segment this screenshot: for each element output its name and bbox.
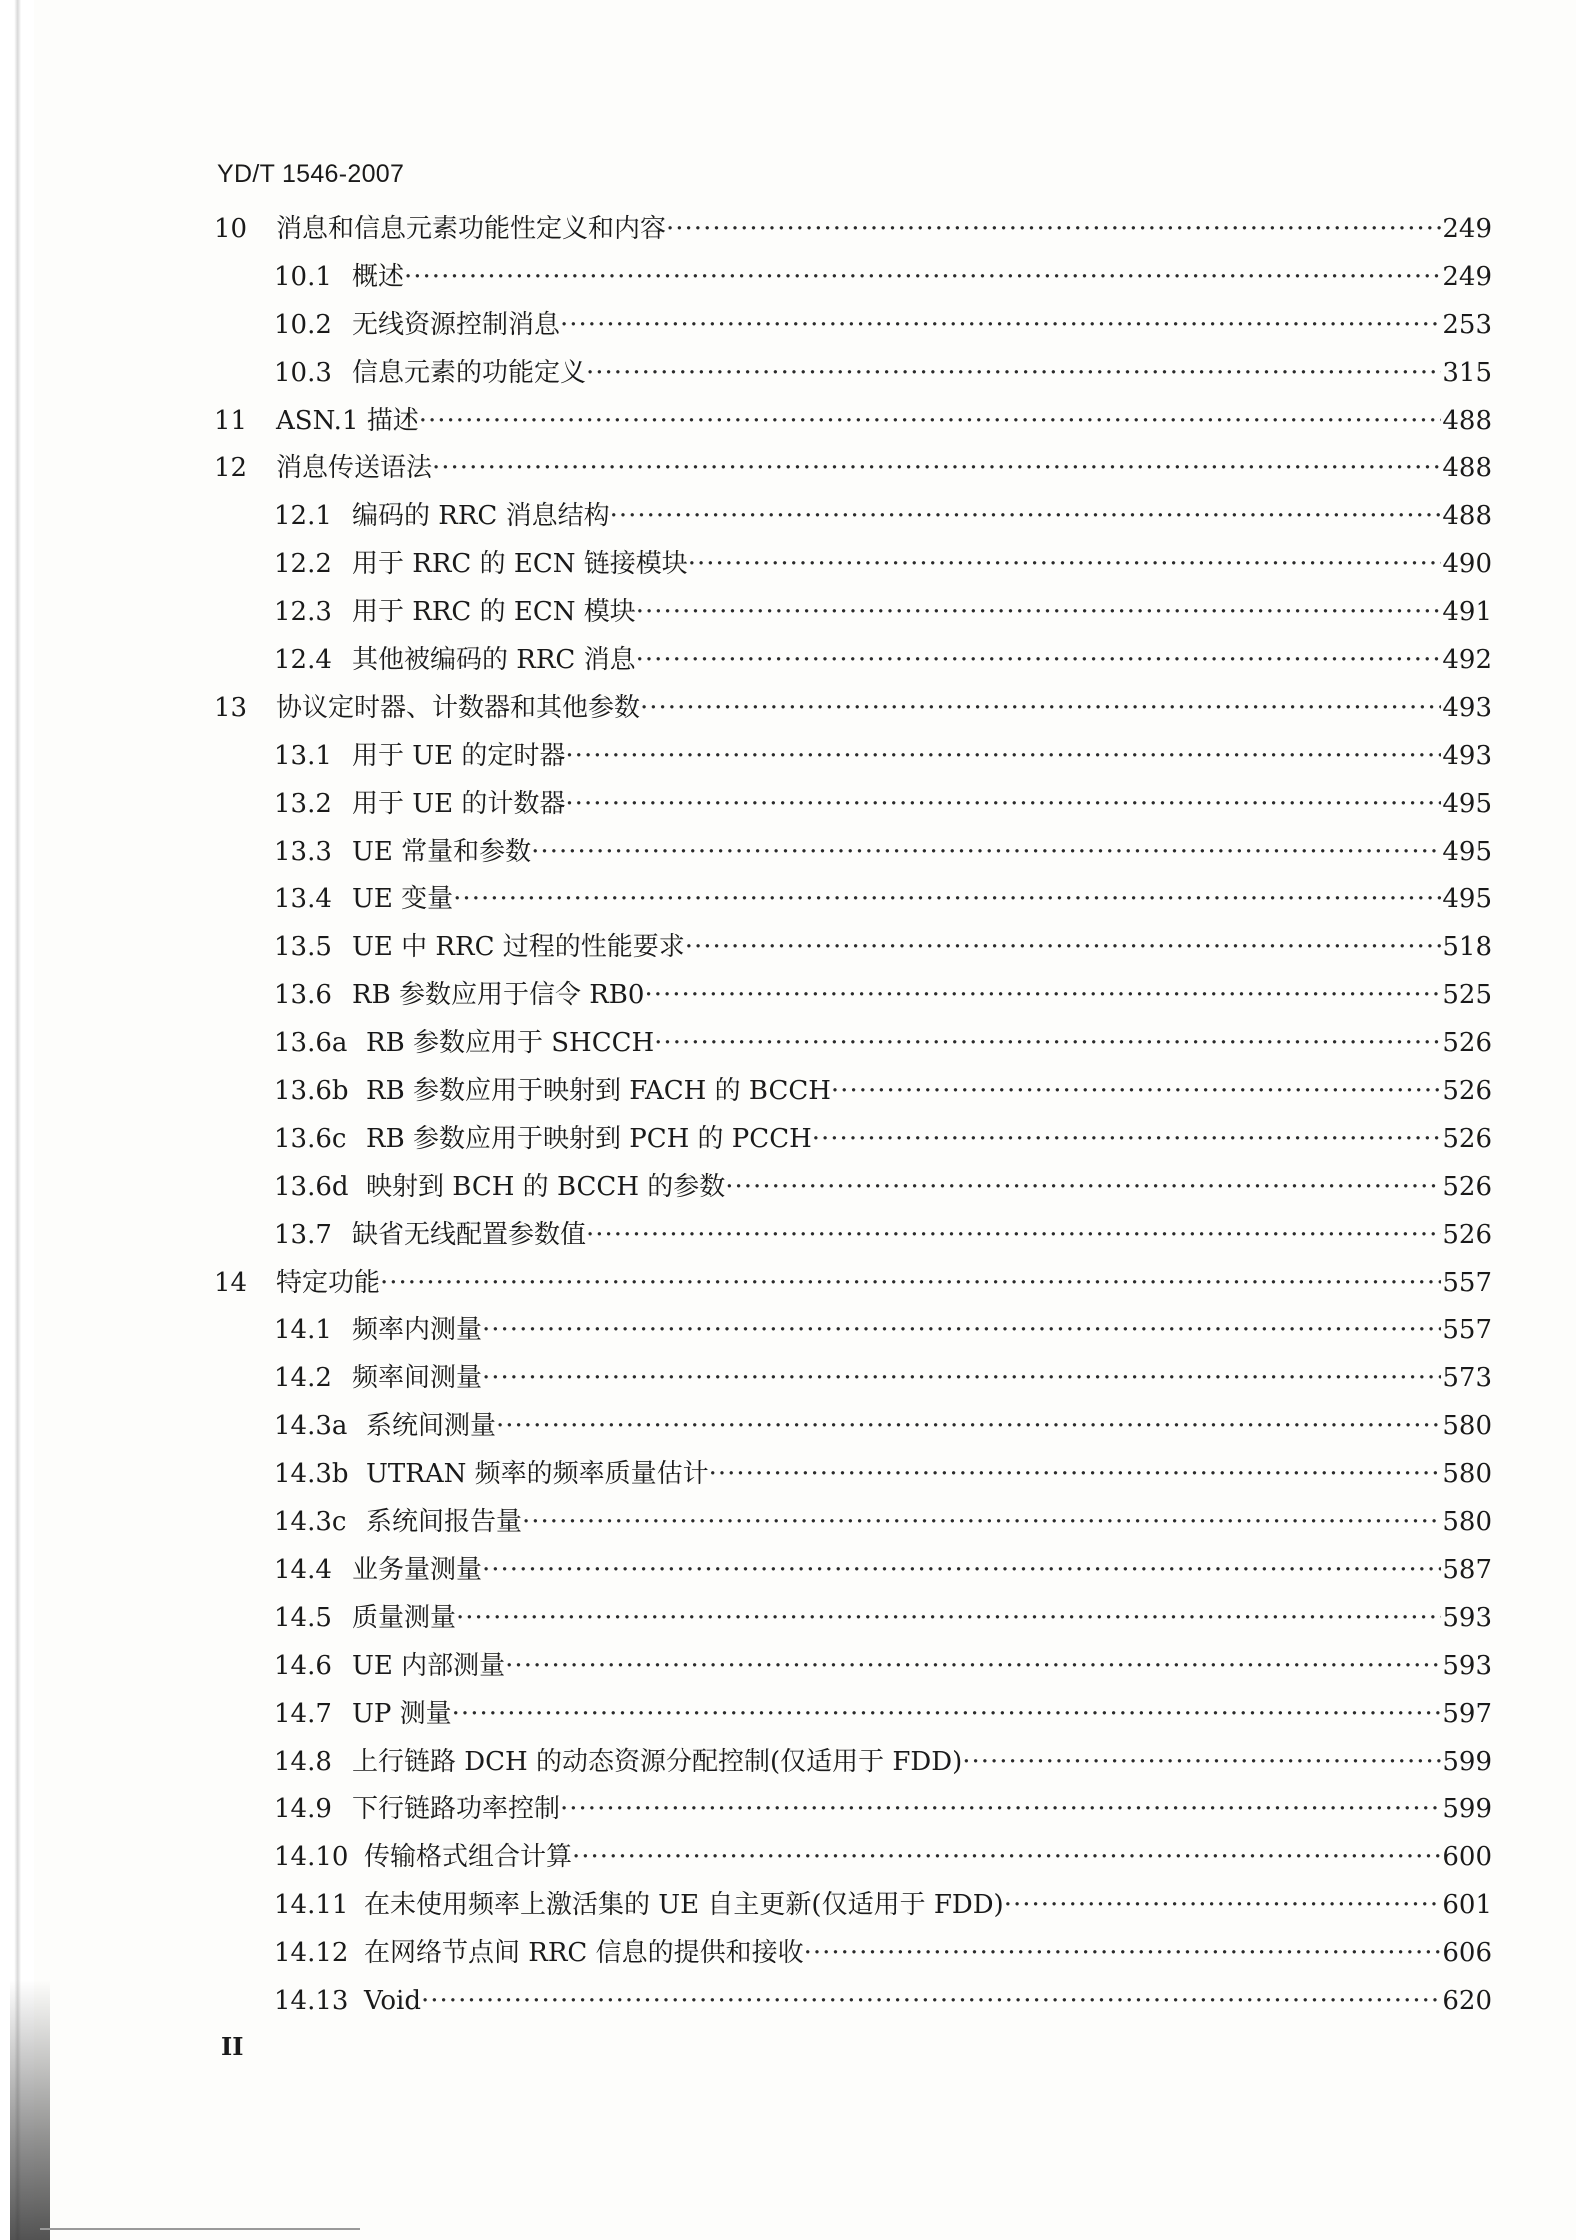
toc-leader bbox=[505, 1643, 1441, 1691]
toc-title: 上行链路 DCH 的动态资源分配控制(仅适用于 FDD) bbox=[352, 1746, 963, 1777]
toc-leader bbox=[531, 829, 1441, 877]
scan-binding-edge bbox=[0, 0, 34, 2240]
toc-number: 14.6 bbox=[274, 1650, 332, 1681]
toc-leader bbox=[453, 876, 1441, 924]
toc-page-number: 599 bbox=[1442, 1794, 1492, 1825]
toc-entry[interactable] bbox=[214, 1882, 1492, 1930]
toc-leader bbox=[725, 1164, 1441, 1212]
toc-number: 13.6 bbox=[274, 980, 332, 1011]
toc-title: 协议定时器、计数器和其他参数 bbox=[276, 692, 641, 723]
toc-number: 13.3 bbox=[274, 836, 332, 867]
toc-number: 12.2 bbox=[274, 549, 332, 580]
toc-page-number: 606 bbox=[1442, 1938, 1492, 1969]
toc-entry[interactable] bbox=[214, 637, 1492, 685]
toc-title: Void bbox=[364, 1985, 422, 2016]
toc-title: RB 参数应用于 SHCCH bbox=[366, 1028, 655, 1059]
toc-entry[interactable] bbox=[214, 781, 1492, 829]
toc-leader bbox=[565, 733, 1441, 781]
standard-code-header: YD/T 1546-2007 bbox=[217, 160, 405, 188]
toc-number: 12.1 bbox=[274, 501, 332, 532]
toc-title: UP 测量 bbox=[352, 1698, 452, 1729]
toc-number: 13.6b bbox=[274, 1076, 349, 1107]
toc-number: 12 bbox=[214, 453, 248, 484]
toc-entry[interactable] bbox=[214, 924, 1492, 972]
toc-number: 10.2 bbox=[274, 309, 332, 340]
toc-page-number: 253 bbox=[1442, 309, 1492, 340]
toc-title: 在未使用频率上激活集的 UE 自主更新(仅适用于 FDD) bbox=[364, 1890, 1004, 1921]
toc-number: 14.2 bbox=[274, 1363, 332, 1394]
toc-page-number: 249 bbox=[1442, 261, 1492, 292]
toc-leader bbox=[482, 1307, 1441, 1355]
toc-page-number: 525 bbox=[1442, 980, 1492, 1011]
toc-entry[interactable] bbox=[214, 1164, 1492, 1212]
toc-number: 13.6c bbox=[274, 1123, 347, 1154]
toc-title: 用于 UE 的计数器 bbox=[352, 788, 566, 819]
toc-page-number: 490 bbox=[1442, 549, 1492, 580]
toc-leader bbox=[560, 302, 1441, 350]
toc-title: 消息和信息元素功能性定义和内容 bbox=[276, 214, 667, 244]
toc-entry[interactable] bbox=[214, 206, 1492, 254]
toc-entry[interactable] bbox=[214, 1691, 1492, 1739]
toc-entry[interactable] bbox=[214, 876, 1492, 924]
toc-title: 用于 RRC 的 ECN 模块 bbox=[352, 597, 636, 628]
toc-page-number: 495 bbox=[1442, 836, 1492, 867]
toc-leader bbox=[831, 1068, 1441, 1116]
toc-leader bbox=[644, 972, 1441, 1020]
toc-leader bbox=[456, 1595, 1441, 1643]
toc-title: 其他被编码的 RRC 消息 bbox=[352, 645, 636, 676]
toc-page-number: 580 bbox=[1442, 1411, 1492, 1442]
toc-page-number: 526 bbox=[1442, 1171, 1492, 1202]
toc-entry[interactable] bbox=[214, 1499, 1492, 1547]
toc-leader bbox=[640, 685, 1441, 733]
toc-leader bbox=[1004, 1882, 1442, 1930]
toc-number: 14.7 bbox=[274, 1698, 332, 1729]
toc-title: ASN.1 描述 bbox=[276, 405, 419, 436]
toc-leader bbox=[482, 1355, 1441, 1403]
toc-number: 14.4 bbox=[274, 1554, 332, 1585]
toc-title: 传输格式组合计算 bbox=[364, 1842, 573, 1873]
toc-page-number: 600 bbox=[1442, 1842, 1492, 1873]
toc-number: 10 bbox=[214, 214, 248, 244]
toc-title: RB 参数应用于映射到 FACH 的 BCCH bbox=[366, 1076, 831, 1107]
toc-number: 12.4 bbox=[274, 645, 332, 676]
toc-entry[interactable] bbox=[214, 829, 1492, 877]
toc-page-number: 526 bbox=[1442, 1076, 1492, 1107]
toc-entry[interactable] bbox=[214, 398, 1492, 446]
toc-title: 特定功能 bbox=[276, 1267, 381, 1298]
toc-entry[interactable] bbox=[214, 1068, 1492, 1116]
toc-number: 14.11 bbox=[274, 1890, 349, 1921]
toc-title: 无线资源控制消息 bbox=[352, 309, 561, 340]
toc-number: 14.10 bbox=[274, 1842, 349, 1873]
toc-number: 13.4 bbox=[274, 884, 332, 915]
toc-leader bbox=[560, 1786, 1441, 1834]
toc-number: 13.2 bbox=[274, 788, 332, 819]
toc-number: 13.6d bbox=[274, 1171, 349, 1202]
toc-entry[interactable] bbox=[214, 1212, 1492, 1260]
toc-leader bbox=[685, 924, 1442, 972]
toc-page-number: 557 bbox=[1442, 1315, 1492, 1346]
toc-leader bbox=[404, 254, 1441, 302]
toc-page-number: 593 bbox=[1442, 1650, 1492, 1681]
toc-page-number: 518 bbox=[1442, 932, 1492, 963]
toc-number: 13.1 bbox=[274, 740, 332, 771]
toc-page-number: 491 bbox=[1442, 597, 1492, 628]
scan-bottom-mark bbox=[40, 2228, 360, 2230]
toc-leader bbox=[709, 1451, 1442, 1499]
toc-number: 14 bbox=[214, 1267, 248, 1298]
toc-number: 13.7 bbox=[274, 1219, 332, 1250]
toc-number: 10.1 bbox=[274, 261, 332, 292]
toc-page-number: 526 bbox=[1442, 1219, 1492, 1250]
toc-leader bbox=[572, 1834, 1441, 1882]
toc-title: 映射到 BCH 的 BCCH 的参数 bbox=[366, 1171, 726, 1202]
toc-number: 14.13 bbox=[274, 1985, 349, 2016]
toc-entry[interactable] bbox=[214, 1978, 1492, 2026]
toc-number: 13.5 bbox=[274, 932, 332, 963]
toc-leader bbox=[522, 1499, 1441, 1547]
toc-entry[interactable] bbox=[214, 1595, 1492, 1643]
toc-leader bbox=[962, 1739, 1441, 1787]
toc-entry[interactable] bbox=[214, 733, 1492, 781]
toc-leader bbox=[419, 398, 1442, 446]
toc-title: 消息传送语法 bbox=[276, 453, 433, 484]
toc-number: 14.3a bbox=[274, 1411, 348, 1442]
toc-leader bbox=[804, 1930, 1442, 1978]
toc-entry[interactable] bbox=[214, 972, 1492, 1020]
toc-title: UE 常量和参数 bbox=[352, 836, 532, 867]
toc-title: 缺省无线配置参数值 bbox=[352, 1219, 587, 1250]
toc-leader bbox=[421, 1978, 1441, 2026]
toc-page-number: 249 bbox=[1442, 214, 1492, 244]
toc-page-number: 597 bbox=[1442, 1698, 1492, 1729]
toc-number: 14.3b bbox=[274, 1459, 349, 1490]
toc-title: 业务量测量 bbox=[352, 1554, 483, 1585]
toc-leader bbox=[666, 206, 1441, 254]
toc-entry[interactable] bbox=[214, 1786, 1492, 1834]
toc-entry[interactable] bbox=[214, 1739, 1492, 1787]
toc-leader bbox=[496, 1403, 1441, 1451]
toc-page-number: 495 bbox=[1442, 884, 1492, 915]
toc-page-number: 573 bbox=[1442, 1363, 1492, 1394]
toc-leader bbox=[812, 1116, 1442, 1164]
toc-page-number: 495 bbox=[1442, 788, 1492, 819]
toc-number: 13 bbox=[214, 692, 248, 723]
toc-entry[interactable] bbox=[214, 1020, 1492, 1068]
toc-leader bbox=[654, 1020, 1441, 1068]
toc-entry[interactable] bbox=[214, 1834, 1492, 1882]
toc-page-number: 488 bbox=[1442, 405, 1492, 436]
toc-title: 在网络节点间 RRC 信息的提供和接收 bbox=[364, 1938, 804, 1969]
toc-title: 用于 UE 的定时器 bbox=[352, 740, 566, 771]
toc-entry[interactable] bbox=[214, 493, 1492, 541]
page-number-footer: II bbox=[221, 2032, 244, 2061]
toc-leader bbox=[636, 637, 1442, 685]
toc-title: 信息元素的功能定义 bbox=[352, 357, 587, 388]
toc-page-number: 526 bbox=[1442, 1123, 1492, 1154]
toc-title: 系统间报告量 bbox=[366, 1507, 523, 1538]
toc-leader bbox=[636, 589, 1442, 637]
toc-entry[interactable] bbox=[214, 1403, 1492, 1451]
toc-title: 概述 bbox=[352, 261, 405, 292]
toc-entry[interactable] bbox=[214, 1643, 1492, 1691]
toc-title: UE 内部测量 bbox=[352, 1650, 506, 1681]
scan-shadow bbox=[10, 1980, 50, 2240]
toc-page-number: 580 bbox=[1442, 1507, 1492, 1538]
toc-page-number: 492 bbox=[1442, 645, 1492, 676]
toc-entry[interactable] bbox=[214, 589, 1492, 637]
toc-page-number: 587 bbox=[1442, 1554, 1492, 1585]
toc-number: 14.8 bbox=[274, 1746, 332, 1777]
toc-entry[interactable] bbox=[214, 1307, 1492, 1355]
toc-number: 14.3c bbox=[274, 1507, 347, 1538]
toc-leader bbox=[565, 781, 1441, 829]
toc-title: 频率间测量 bbox=[352, 1363, 483, 1394]
toc-entry[interactable] bbox=[214, 445, 1492, 493]
toc-number: 11 bbox=[214, 405, 248, 436]
toc-page-number: 599 bbox=[1442, 1746, 1492, 1777]
toc-page-number: 593 bbox=[1442, 1602, 1492, 1633]
toc-entry[interactable] bbox=[214, 1451, 1492, 1499]
toc-entry[interactable] bbox=[214, 1355, 1492, 1403]
toc-entry[interactable] bbox=[214, 1116, 1492, 1164]
toc-page-number: 493 bbox=[1442, 692, 1492, 723]
toc-leader bbox=[380, 1260, 1441, 1308]
toc-leader bbox=[482, 1547, 1441, 1595]
toc-leader bbox=[688, 541, 1442, 589]
toc-entry[interactable] bbox=[214, 1547, 1492, 1595]
toc-page-number: 557 bbox=[1442, 1267, 1492, 1298]
toc-entry[interactable] bbox=[214, 1930, 1492, 1978]
toc-title: UE 中 RRC 过程的性能要求 bbox=[352, 932, 685, 963]
toc-entry[interactable] bbox=[214, 350, 1492, 398]
table-of-contents bbox=[214, 206, 1492, 2026]
toc-number: 14.9 bbox=[274, 1794, 332, 1825]
toc-title: 系统间测量 bbox=[366, 1411, 497, 1442]
toc-page-number: 526 bbox=[1442, 1028, 1492, 1059]
toc-title: 频率内测量 bbox=[352, 1315, 483, 1346]
toc-number: 13.6a bbox=[274, 1028, 348, 1059]
toc-leader bbox=[586, 350, 1441, 398]
toc-title: UTRAN 频率的频率质量估计 bbox=[366, 1459, 709, 1490]
toc-page-number: 315 bbox=[1442, 357, 1492, 388]
toc-leader bbox=[432, 445, 1441, 493]
toc-entry[interactable] bbox=[214, 541, 1492, 589]
toc-title: 编码的 RRC 消息结构 bbox=[352, 501, 610, 532]
toc-title: 质量测量 bbox=[352, 1602, 457, 1633]
toc-leader bbox=[586, 1212, 1441, 1260]
toc-entry[interactable] bbox=[214, 254, 1492, 302]
toc-title: RB 参数应用于信令 RB0 bbox=[352, 980, 645, 1011]
toc-leader bbox=[610, 493, 1442, 541]
toc-number: 10.3 bbox=[274, 357, 332, 388]
toc-page-number: 488 bbox=[1442, 453, 1492, 484]
toc-title: 用于 RRC 的 ECN 链接模块 bbox=[352, 549, 688, 580]
toc-entry[interactable] bbox=[214, 302, 1492, 350]
toc-page-number: 620 bbox=[1442, 1985, 1492, 2016]
toc-title: RB 参数应用于映射到 PCH 的 PCCH bbox=[366, 1123, 812, 1154]
toc-page-number: 601 bbox=[1442, 1890, 1492, 1921]
toc-page-number: 580 bbox=[1442, 1459, 1492, 1490]
toc-leader bbox=[452, 1691, 1442, 1739]
toc-page-number: 493 bbox=[1442, 740, 1492, 771]
toc-entry[interactable] bbox=[214, 685, 1492, 733]
toc-number: 14.12 bbox=[274, 1938, 349, 1969]
toc-number: 12.3 bbox=[274, 597, 332, 628]
toc-title: 下行链路功率控制 bbox=[352, 1794, 561, 1825]
toc-entry[interactable] bbox=[214, 1260, 1492, 1308]
toc-number: 14.1 bbox=[274, 1315, 332, 1346]
toc-title: UE 变量 bbox=[352, 884, 454, 915]
toc-number: 14.5 bbox=[274, 1602, 332, 1633]
toc-page-number: 488 bbox=[1442, 501, 1492, 532]
